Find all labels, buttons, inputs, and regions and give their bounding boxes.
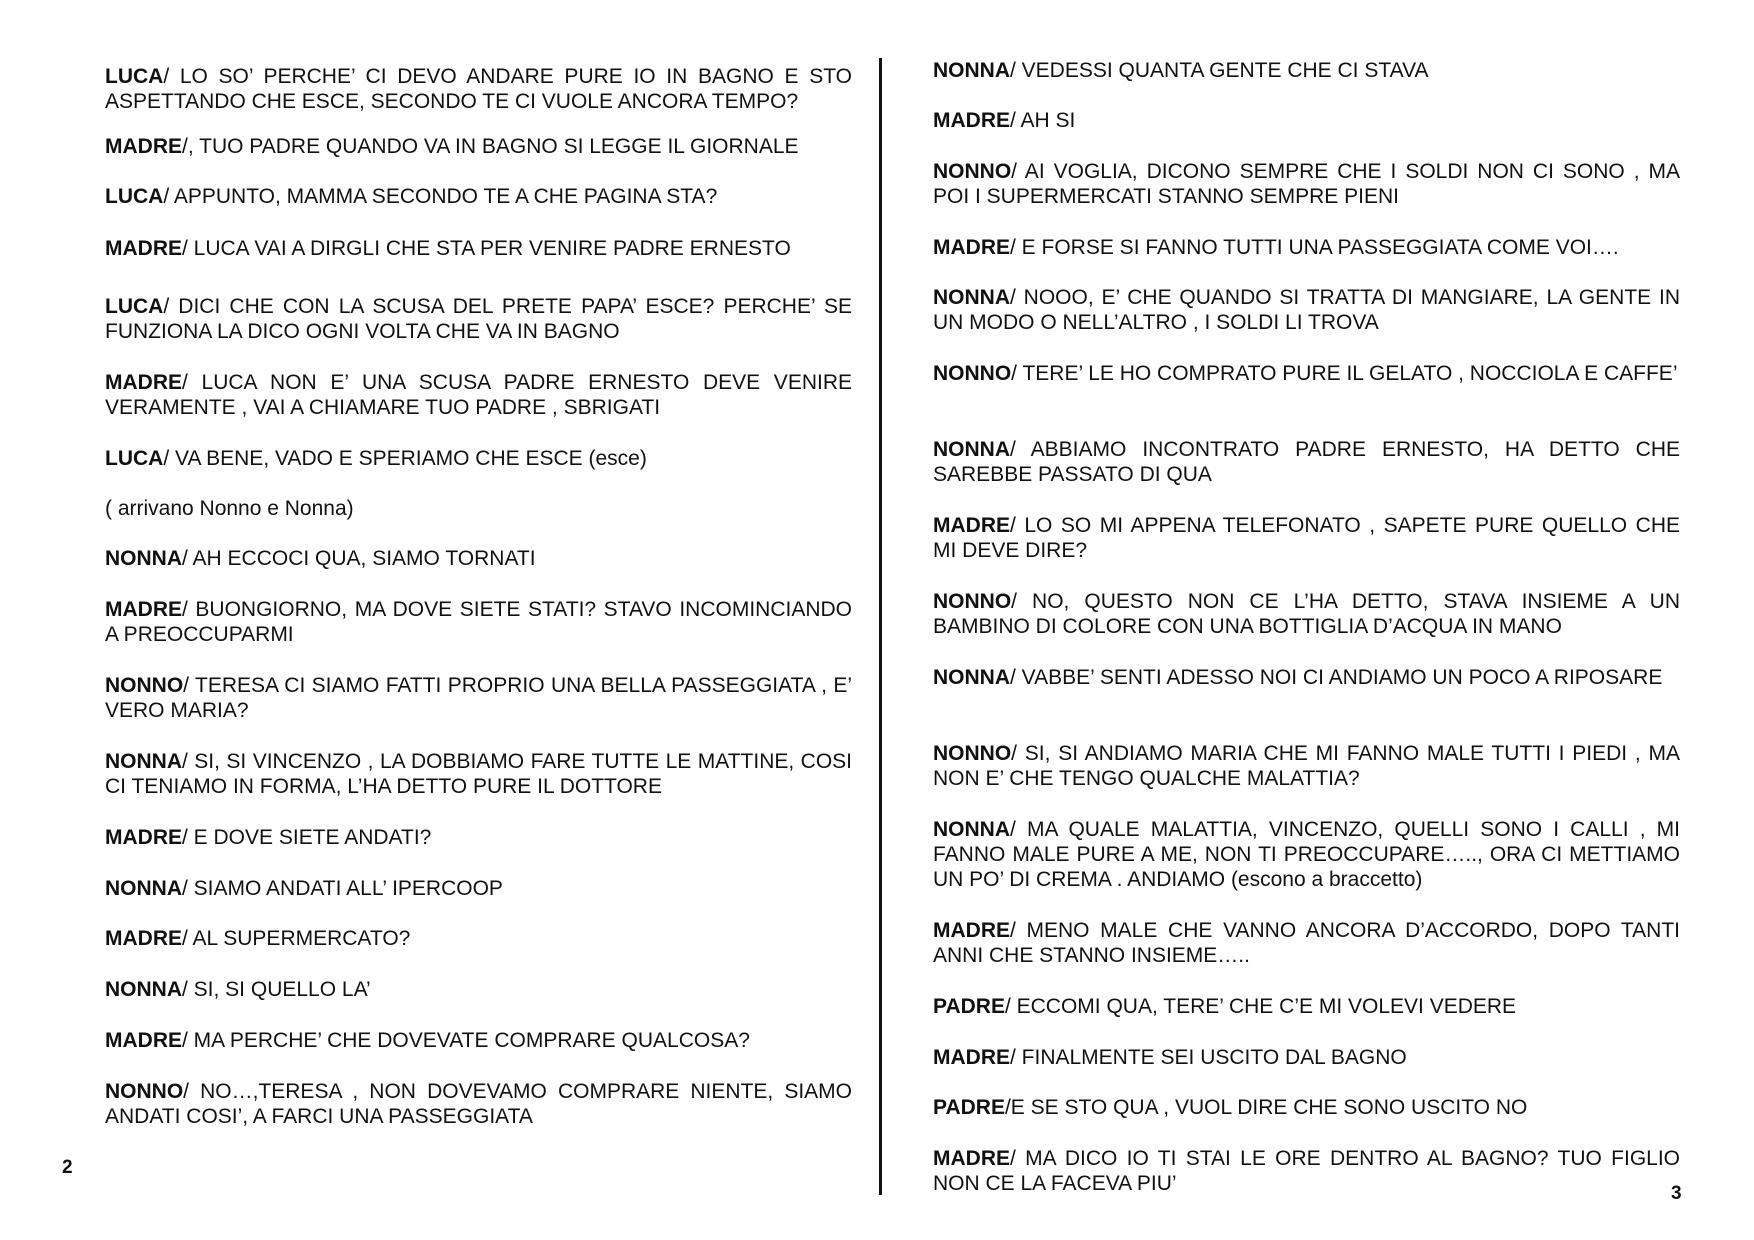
dialogue-line [933, 108, 1680, 133]
line-text: / NO…,TERESA , NON DOVEVAMO COMPRARE NIENTE, SIAMO ANDATI COSI’, A FARCI UNA PASSEGGIATA [105, 1080, 852, 1128]
line-text: / APPUNTO, MAMMA SECONDO TE A CHE PAGINA STA? [163, 185, 718, 208]
stage-direction: (escono a braccetto) [1230, 868, 1423, 891]
dialogue-line [105, 673, 852, 723]
speaker-name: MADRE [933, 919, 1010, 942]
line-text: / SI, SI QUELLO LA’ [182, 978, 371, 1001]
speaker-name: LUCA [105, 447, 164, 470]
speaker-name: MADRE [105, 826, 182, 849]
dialogue-line [933, 513, 1680, 563]
speaker-name: LUCA [105, 185, 164, 208]
dialogue-line [105, 876, 852, 901]
dialogue-line [933, 1146, 1680, 1196]
speaker-name: NONNO [933, 590, 1012, 613]
line-text: / AH SI [1010, 109, 1076, 132]
speaker-name: NONNO [933, 362, 1012, 385]
dialogue-line [105, 546, 852, 571]
line-text: / LO SO MI APPENA TELEFONATO , SAPETE PURE QUELLO CHE MI DEVE DIRE? [933, 514, 1680, 562]
line-text: / E FORSE SI FANNO TUTTI UNA PASSEGGIATA COME VOI…. [1010, 236, 1619, 259]
dialogue-line [933, 1095, 1680, 1120]
line-text: / LO SO’ PERCHE’ CI DEVO ANDARE PURE IO IN BAGNO E STO ASPETTANDO CHE ESCE, SECONDO TE CI VUOLE ANCORA TEMPO? [105, 65, 852, 113]
line-text: / TERE’ LE HO COMPRATO PURE IL GELATO , NOCCIOLA E CAFFE’ [1011, 362, 1678, 385]
line-text: / AH ECCOCI QUA, SIAMO TORNATI [182, 547, 536, 570]
dialogue-line [105, 1028, 852, 1053]
speaker-name: NONNA [933, 438, 1010, 461]
dialogue-line [105, 977, 852, 1002]
dialogue-line [933, 1045, 1680, 1070]
dialogue-line [933, 589, 1680, 639]
line-text: / FINALMENTE SEI USCITO DAL BAGNO [1010, 1046, 1407, 1069]
line-text: / SI, SI ANDIAMO MARIA CHE MI FANNO MALE TUTTI I PIEDI , MA NON E’ CHE TENGO QUALCHE MALATTIA? [933, 742, 1680, 790]
line-text: /E SE STO QUA , VUOL DIRE CHE SONO USCITO NO [1004, 1096, 1528, 1119]
line-text: / AL SUPERMERCATO? [182, 927, 411, 950]
line-text: / ECCOMI QUA, TERE’ CHE C’E MI VOLEVI VEDERE [1004, 995, 1517, 1018]
line-text: / VEDESSI QUANTA GENTE CHE CI STAVA [1010, 59, 1429, 82]
speaker-name: NONNA [105, 978, 182, 1001]
dialogue-line [933, 994, 1680, 1019]
line-text: / DICI CHE CON LA SCUSA DEL PRETE PAPA’ ESCE? PERCHE’ SE FUNZIONA LA DICO OGNI VOLTA CHE VA IN BAGNO [105, 295, 852, 343]
line-text: / AI VOGLIA, DICONO SEMPRE CHE I SOLDI NON CI SONO , MA POI I SUPERMERCATI STANNO SEMPRE PIENI [933, 160, 1680, 208]
dialogue-line [933, 159, 1680, 209]
dialogue-line [933, 58, 1680, 83]
speaker-name: PADRE [933, 1096, 1005, 1119]
dialogue-line [105, 825, 852, 850]
line-text: / MA QUALE MALATTIA, VINCENZO, QUELLI SONO I CALLI , MI FANNO MALE PURE A ME, NON TI PREOCCUPARE….., ORA CI METTIAMO UN PO’ DI CREMA . ANDIAMO [933, 818, 1680, 891]
dialogue-line [105, 1079, 852, 1129]
speaker-name: NONNA [105, 877, 182, 900]
line-text: / MA DICO IO TI STAI LE ORE DENTRO AL BAGNO? TUO FIGLIO NON CE LA FACEVA PIU’ [933, 1147, 1680, 1195]
speaker-name: LUCA [105, 65, 164, 88]
page-number-right: 3 [1671, 1183, 1682, 1204]
speaker-name: NONNO [933, 742, 1012, 765]
speaker-name: NONNA [105, 547, 182, 570]
line-text: / SI, SI VINCENZO , LA DOBBIAMO FARE TUTTE LE MATTINE, COSI CI TENIAMO IN FORMA, L’HA DETTO PURE IL DOTTORE [105, 750, 852, 798]
speaker-name: MADRE [933, 514, 1010, 537]
speaker-name: NONNA [933, 666, 1010, 689]
speaker-name: MADRE [105, 1029, 182, 1052]
dialogue-line [105, 926, 852, 951]
speaker-name: MADRE [105, 237, 182, 260]
dialogue-line [933, 918, 1680, 968]
speaker-name: MADRE [933, 1147, 1010, 1170]
dialogue-line [933, 437, 1680, 487]
speaker-name: MADRE [105, 371, 182, 394]
speaker-name: NONNA [933, 286, 1010, 309]
line-text: / SIAMO ANDATI ALL’ IPERCOOP [182, 877, 503, 900]
speaker-name: LUCA [105, 295, 164, 318]
dialogue-line [105, 370, 852, 420]
dialogue-line [933, 665, 1680, 690]
line-text: / E DOVE SIETE ANDATI? [182, 826, 432, 849]
dialogue-line [105, 294, 852, 344]
dialogue-line [105, 184, 852, 209]
speaker-name: MADRE [105, 927, 182, 950]
dialogue-line [105, 236, 852, 261]
dialogue-line [933, 361, 1680, 386]
line-text: / MA PERCHE’ CHE DOVEVATE COMPRARE QUALCOSA? [182, 1029, 750, 1052]
speaker-name: PADRE [933, 995, 1005, 1018]
line-text: / BUONGIORNO, MA DOVE SIETE STATI? STAVO INCOMINCIANDO A PREOCCUPARMI [105, 598, 852, 646]
speaker-name: NONNA [105, 750, 182, 773]
speaker-name: MADRE [105, 598, 182, 621]
line-text: / NOOO, E’ CHE QUANDO SI TRATTA DI MANGIARE, LA GENTE IN UN MODO O NELL’ALTRO , I SOLDI LI TROVA [933, 286, 1680, 334]
dialogue-line [105, 597, 852, 647]
line-text: / TERESA CI SIAMO FATTI PROPRIO UNA BELLA PASSEGGIATA , E’ VERO MARIA? [105, 674, 852, 722]
speaker-name: MADRE [105, 135, 182, 158]
dialogue-line [105, 446, 852, 471]
dialogue-line [933, 817, 1680, 892]
page-divider [879, 58, 882, 1195]
speaker-name: NONNO [105, 674, 184, 697]
stage-direction: (esce) [588, 447, 647, 470]
dialogue-line [933, 741, 1680, 791]
line-text: / MENO MALE CHE VANNO ANCORA D’ACCORDO, DOPO TANTI ANNI CHE STANNO INSIEME….. [933, 919, 1680, 967]
dialogue-line [933, 285, 1680, 335]
speaker-name: MADRE [933, 109, 1010, 132]
line-text: /, TUO PADRE QUANDO VA IN BAGNO SI LEGGE IL GIORNALE [182, 135, 799, 158]
speaker-name: MADRE [933, 236, 1010, 259]
page-number-left: 2 [62, 1157, 73, 1178]
dialogue-line [105, 134, 852, 159]
line-text: / ABBIAMO INCONTRATO PADRE ERNESTO, HA DETTO CHE SAREBBE PASSATO DI QUA [933, 438, 1680, 486]
speaker-name: NONNA [933, 818, 1010, 841]
dialogue-line [933, 235, 1680, 260]
line-text: / VA BENE, VADO E SPERIAMO CHE ESCE [163, 447, 589, 470]
speaker-name: NONNO [933, 160, 1012, 183]
speaker-name: MADRE [933, 1046, 1010, 1069]
speaker-name: NONNO [105, 1080, 184, 1103]
line-text: / LUCA NON E’ UNA SCUSA PADRE ERNESTO DEVE VENIRE VERAMENTE , VAI A CHIAMARE TUO PADRE , SBRIGATI [105, 371, 852, 419]
line-text: / VABBE’ SENTI ADESSO NOI CI ANDIAMO UN POCO A RIPOSARE [1010, 666, 1663, 689]
dialogue-line [105, 749, 852, 799]
dialogue-line [105, 64, 852, 114]
speaker-name: NONNA [933, 59, 1010, 82]
line-text: / LUCA VAI A DIRGLI CHE STA PER VENIRE PADRE ERNESTO [182, 237, 791, 260]
stage-direction-note: ( arrivano Nonno e Nonna) [105, 497, 354, 520]
line-text: / NO, QUESTO NON CE L’HA DETTO, STAVA INSIEME A UN BAMBINO DI COLORE CON UNA BOTTIGLIA D’ACQUA IN MANO [933, 590, 1680, 638]
